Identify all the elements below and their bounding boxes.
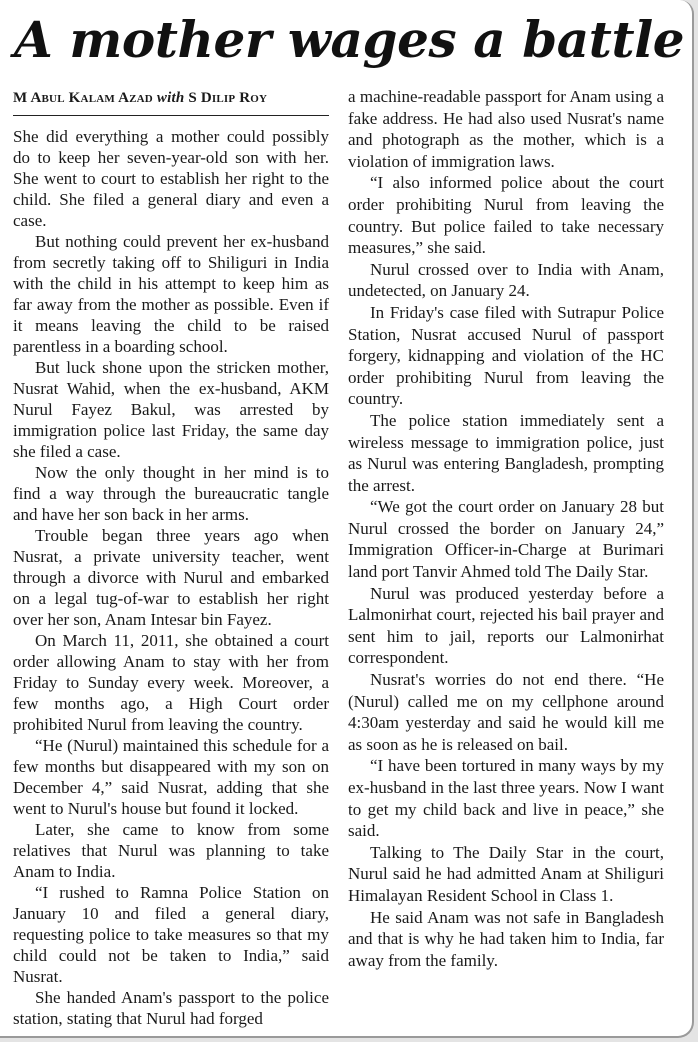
paragraph: “We got the court order on January 28 but Nurul crossed the border on January 24,” Immigration Officer-in-Charge at Burimari land port Tanvir Ahmed told The Daily Star. xyxy=(348,497,664,582)
byline xyxy=(13,88,329,116)
paragraph: The police station immediately sent a wireless message to immigration police, just as Nurul was entering Bangladesh, prompting the arrest. xyxy=(348,410,664,495)
paragraph: “I have been tortured in many ways by my ex-husband in the last three years. Now I want to get my child back and live in peace,” she said. xyxy=(348,756,664,841)
paragraph: Nurul crossed over to India with Anam, undetected, on January 24. xyxy=(348,259,664,301)
column-left xyxy=(13,88,329,1029)
byline-author-1: M Abul Kalam Azad xyxy=(13,90,153,106)
paragraph: In Friday's case filed with Sutrapur Police Station, Nusrat accused Nurul of passport forgery, kidnapping and violation of the HC order prohibiting Nurul from leaving the country. xyxy=(348,302,664,409)
paragraph: She did everything a mother could possibly do to keep her seven-year-old son with her. She went to court to establish her right to the child. She filed a general diary and even a case. xyxy=(13,127,329,230)
paragraph: “I rushed to Ramna Police Station on January 10 and filed a general diary, requesting police to take measures so that my child could not be taken to India,” said Nusrat. xyxy=(13,883,329,986)
headline: A mother wages a battle xyxy=(14,10,685,69)
paragraph: But nothing could prevent her ex-husband from secretly taking off to Shiliguri in India with the child in his attempt to keep him as far away from the mother as possible. Even if it means leaving the child to be raised parentless in a boarding school. xyxy=(13,232,329,356)
paragraph: Nusrat's worries do not end there. “He (Nurul) called me on my cellphone around 4:30am yesterday and said he would kill me as soon as he is released on bail. xyxy=(348,670,664,754)
byline-author-2: S Dilip Roy xyxy=(188,90,268,106)
paragraph: He said Anam was not safe in Bangladesh and that is why he had taken him to India, far away from the family. xyxy=(348,907,664,970)
paragraph: Trouble began three years ago when Nusrat, a private university teacher, went through a divorce with Nurul and embarked on a legal tug-of-war to establish her right over her son, Anam Intesar bin Fayez. xyxy=(13,526,329,629)
paragraph: “He (Nurul) maintained this schedule for a few months but disappeared with my son on December 4,” said Nusrat, adding that she went to Nurul's house but found it locked. xyxy=(13,736,329,818)
paragraph: But luck shone upon the stricken mother, Nusrat Wahid, when the ex-husband, AKM Nurul Fayez Bakul, was arrested by immigration police last Friday, the same day she filed a case. xyxy=(13,358,329,461)
paragraph: She handed Anam's passport to the police station, stating that Nurul had forged xyxy=(13,988,329,1028)
paragraph: Nurul was produced yesterday before a Lalmonirhat court, rejected his bail prayer and sent him to jail, reports our Lalmonirhat correspondent. xyxy=(348,583,664,668)
byline-with: with xyxy=(156,90,185,106)
paragraph: On March 11, 2011, she obtained a court order allowing Anam to stay with her from Friday to Sunday every week. Moreover, a few months ago, a High Court order prohibited Nurul from leaving the country. xyxy=(13,631,329,734)
paragraph: Talking to The Daily Star in the court, Nurul said he had admitted Anam at Shiliguri Himalayan Resident School in Class 1. xyxy=(348,842,664,905)
paragraph: Later, she came to know from some relatives that Nurul was planning to take Anam to India. xyxy=(13,820,329,881)
column-right xyxy=(348,86,664,971)
paragraph: “I also informed police about the court order prohibiting Nurul from leaving the country. But police failed to take necessary measures,” she said. xyxy=(348,173,664,258)
paragraph: Now the only thought in her mind is to find a way through the bureaucratic tangle and have her son back in her arms. xyxy=(13,463,329,524)
paragraph: a machine-readable passport for Anam using a fake address. He had also used Nusrat's name and photograph as the mother, which is a violation of immigration laws. xyxy=(348,87,664,171)
